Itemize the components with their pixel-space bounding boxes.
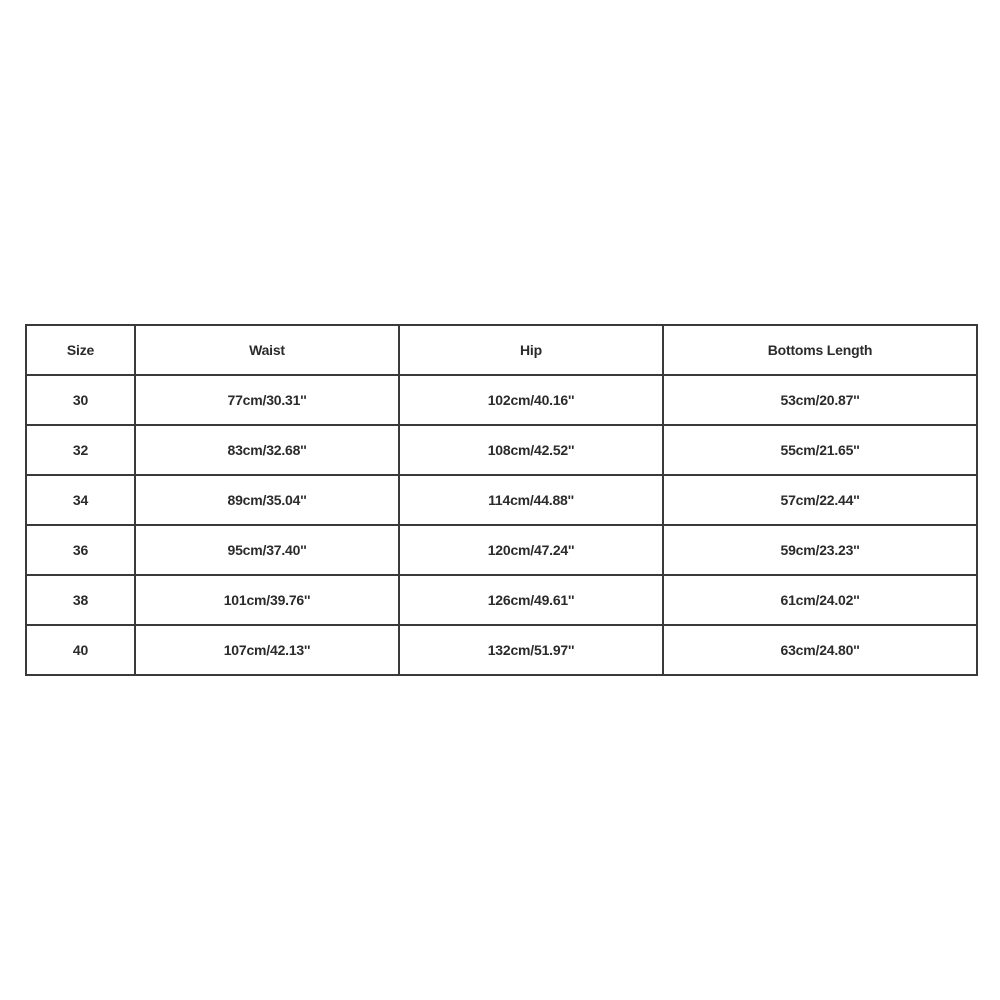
cell-bottoms-length: 61cm/24.02'' [663,575,977,625]
header-row [26,325,977,375]
table-row [26,525,977,575]
header-size: Size [26,325,135,375]
cell-hip: 132cm/51.97'' [399,625,663,675]
header-hip: Hip [399,325,663,375]
cell-hip: 108cm/42.52'' [399,425,663,475]
cell-size: 34 [26,475,135,525]
table-row [26,575,977,625]
header-bottoms-length: Bottoms Length [663,325,977,375]
cell-size: 40 [26,625,135,675]
cell-hip: 114cm/44.88'' [399,475,663,525]
cell-hip: 126cm/49.61'' [399,575,663,625]
cell-hip: 120cm/47.24'' [399,525,663,575]
table-header [26,325,977,375]
cell-hip: 102cm/40.16'' [399,375,663,425]
cell-size: 30 [26,375,135,425]
cell-size: 38 [26,575,135,625]
cell-bottoms-length: 53cm/20.87'' [663,375,977,425]
cell-waist: 101cm/39.76'' [135,575,399,625]
cell-waist: 83cm/32.68'' [135,425,399,475]
cell-waist: 107cm/42.13'' [135,625,399,675]
size-chart-table [25,324,978,676]
table-row [26,425,977,475]
cell-bottoms-length: 55cm/21.65'' [663,425,977,475]
table-row [26,375,977,425]
cell-bottoms-length: 63cm/24.80'' [663,625,977,675]
table-row [26,475,977,525]
cell-bottoms-length: 59cm/23.23'' [663,525,977,575]
table-body [26,375,977,675]
cell-size: 32 [26,425,135,475]
cell-size: 36 [26,525,135,575]
cell-waist: 95cm/37.40'' [135,525,399,575]
cell-waist: 77cm/30.31'' [135,375,399,425]
table-row [26,625,977,675]
cell-waist: 89cm/35.04'' [135,475,399,525]
header-waist: Waist [135,325,399,375]
cell-bottoms-length: 57cm/22.44'' [663,475,977,525]
